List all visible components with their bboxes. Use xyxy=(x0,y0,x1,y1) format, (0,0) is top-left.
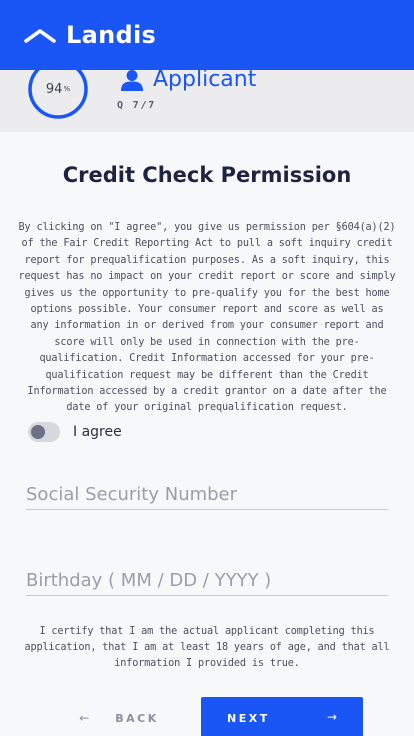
disclosure-line: qualification request may be different than the Credit xyxy=(45,369,369,381)
certification-text xyxy=(14,624,400,672)
disclosure-line: of the Fair Credit Reporting Act to pull a soft inquiry credit xyxy=(21,238,393,250)
agree-label[interactable]: I agree xyxy=(73,424,122,440)
certify-line: information I provided is true. xyxy=(114,658,300,669)
certify-line: I certify that I am the actual applicant completing this xyxy=(39,626,375,637)
disclosure-line: options possible. Your consumer report and score as well as xyxy=(30,304,384,316)
back-label: BACK xyxy=(115,711,159,725)
progress-percent-unit: % xyxy=(63,85,71,93)
disclosure-line: any information in or derived from your consumer report and xyxy=(30,320,384,332)
back-button[interactable] xyxy=(60,698,178,736)
toggle-knob xyxy=(31,425,45,439)
person-icon xyxy=(121,70,143,91)
disclosure-line: request has no impact on your credit report or score and simply xyxy=(18,271,396,283)
disclosure-line: gives us the opportunity to pre-qualify you for the best home xyxy=(24,287,390,299)
disclosure-text xyxy=(4,220,410,417)
birthday-input[interactable] xyxy=(26,566,388,596)
agree-toggle[interactable] xyxy=(28,422,60,442)
progress-percent-value: 94 xyxy=(45,81,63,97)
disclosure-line: Information accessed by a credit grantor on a date after the xyxy=(27,386,387,398)
app-header xyxy=(0,0,414,70)
certify-line: application, that I am at least 18 years of age, and that all xyxy=(24,642,390,653)
question-counter: Q 7/7 xyxy=(117,100,157,111)
next-button[interactable] xyxy=(201,697,363,736)
progress-percent xyxy=(27,70,89,120)
page-title: Credit Check Permission xyxy=(62,163,352,187)
brand-name: Landis xyxy=(66,21,157,49)
disclosure-line: By clicking on "I agree", you give us permission per §604(a)(2) xyxy=(18,222,396,233)
section-label: Applicant xyxy=(153,70,257,92)
ssn-input[interactable] xyxy=(26,480,388,510)
arrow-left-icon: ← xyxy=(79,711,90,725)
next-label: NEXT xyxy=(227,712,270,725)
agree-row[interactable] xyxy=(28,421,122,443)
progress-strip xyxy=(0,70,414,132)
disclosure-line: report for prequalification purposes. As a soft inquiry, this xyxy=(24,254,390,266)
disclosure-line: score will only be used in connection with the pre- xyxy=(54,336,360,348)
arrow-right-icon: → xyxy=(326,710,337,724)
disclosure-line: date of your original prequalification request. xyxy=(66,402,348,414)
roof-chevron-icon xyxy=(24,26,56,46)
disclosure-line: qualification. Credit Information accessed for your pre- xyxy=(39,353,375,365)
